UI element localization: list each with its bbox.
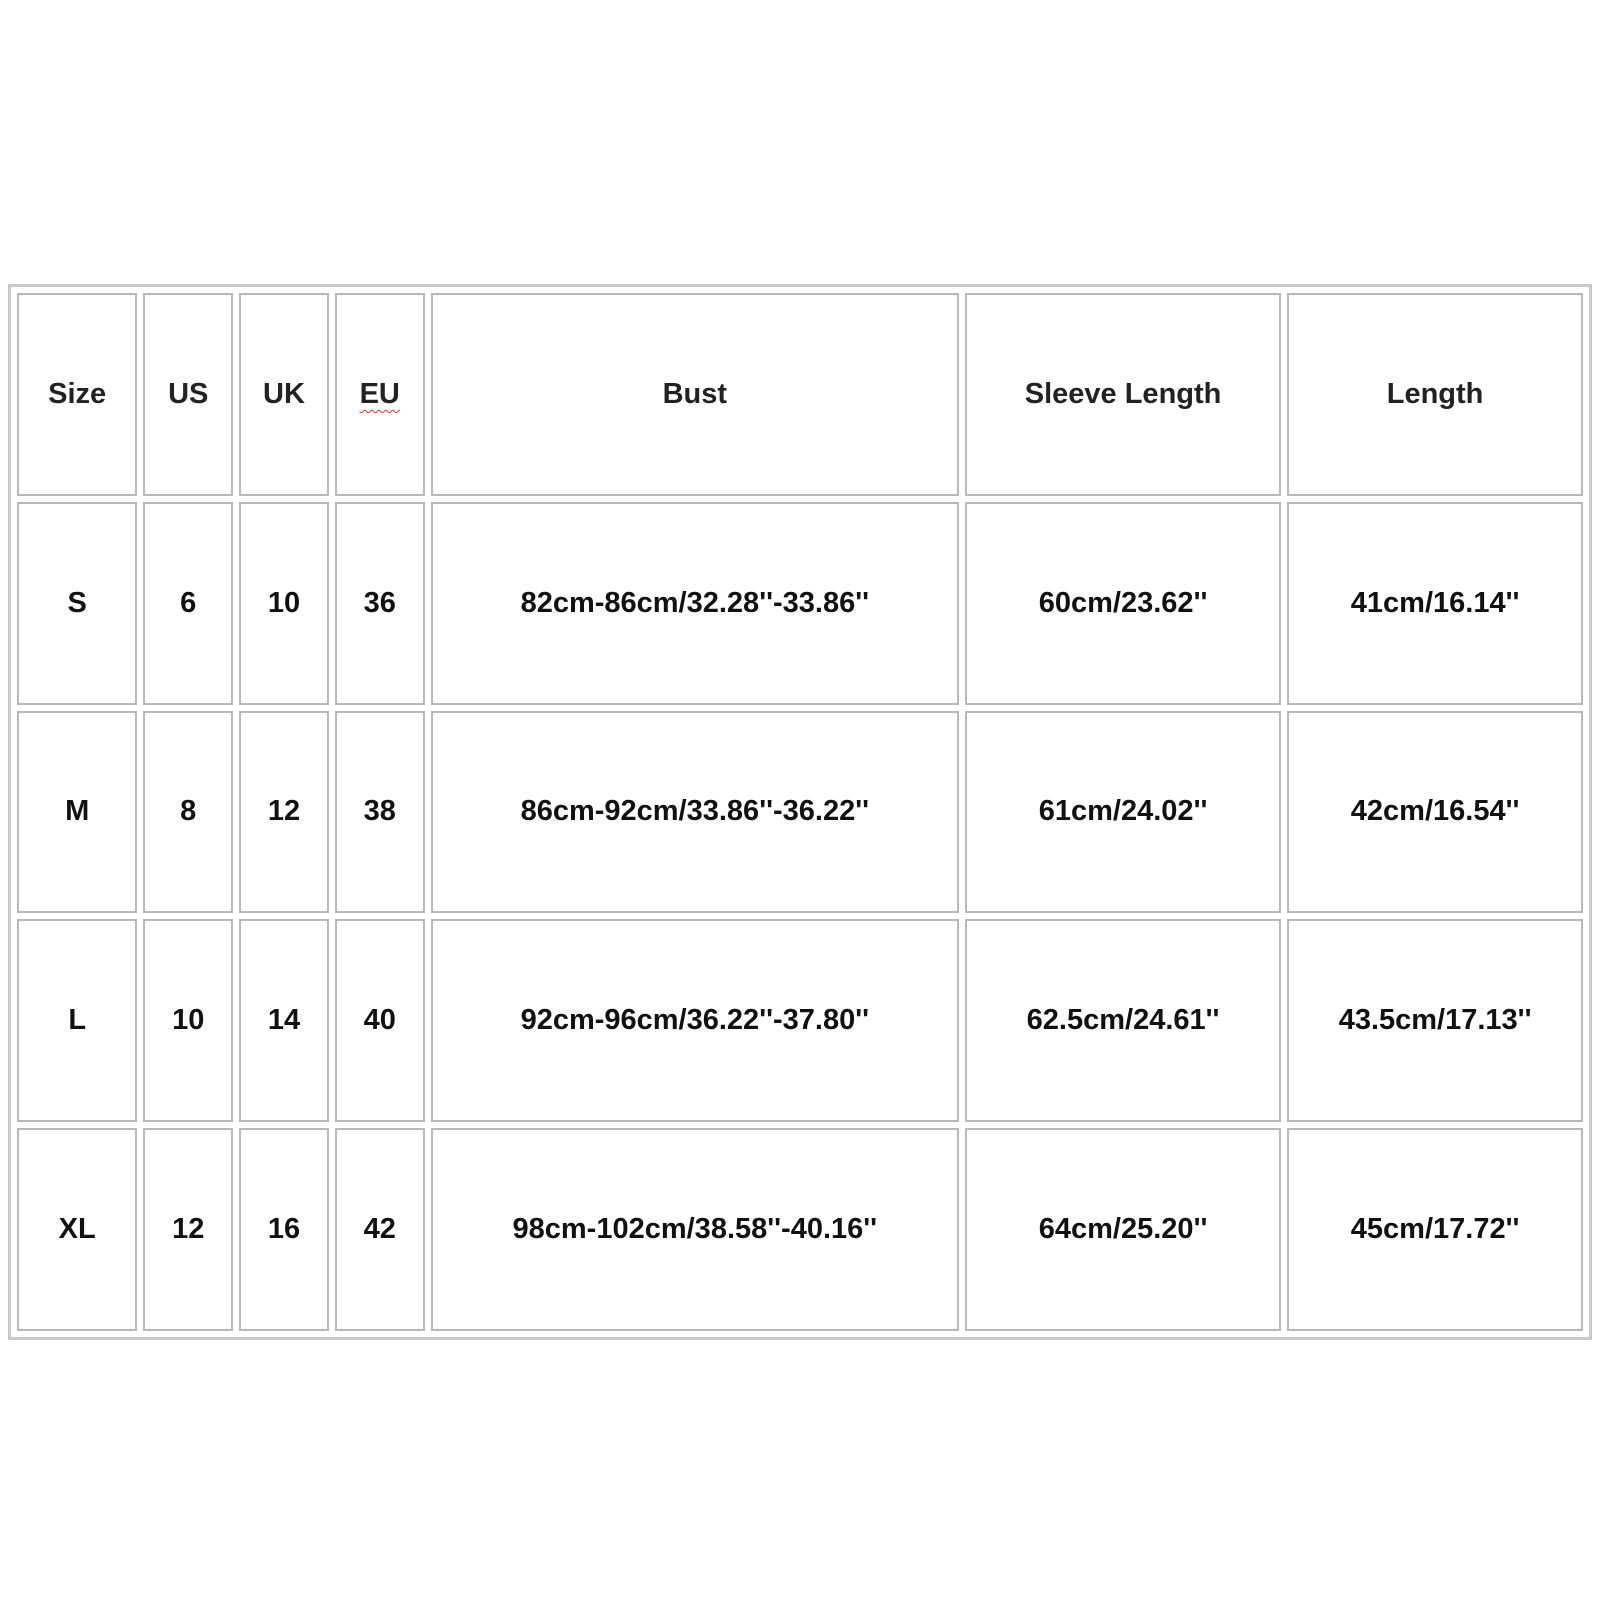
table-cell-uk: 14 (239, 919, 329, 1122)
size-chart-table (8, 284, 1592, 1340)
table-cell-length: 41cm/16.14'' (1287, 502, 1583, 705)
table-cell-us: 6 (143, 502, 233, 705)
header-cell-us: US (143, 293, 233, 496)
header-row (17, 293, 1583, 496)
table-cell-uk: 10 (239, 502, 329, 705)
table-cell-sleeve-length: 64cm/25.20'' (965, 1128, 1281, 1331)
table-cell-size: L (17, 919, 137, 1122)
table-cell-uk: 16 (239, 1128, 329, 1331)
table-cell-us: 10 (143, 919, 233, 1122)
table-row (17, 919, 1583, 1122)
table-cell-size: S (17, 502, 137, 705)
table-row (17, 502, 1583, 705)
table-cell-sleeve-length: 62.5cm/24.61'' (965, 919, 1281, 1122)
header-cell-bust: Bust (431, 293, 959, 496)
header-cell-length: Length (1287, 293, 1583, 496)
table-cell-us: 8 (143, 711, 233, 914)
table-cell-sleeve-length: 60cm/23.62'' (965, 502, 1281, 705)
table-cell-length: 45cm/17.72'' (1287, 1128, 1583, 1331)
table-cell-bust: 98cm-102cm/38.58''-40.16'' (431, 1128, 959, 1331)
table-cell-eu: 38 (335, 711, 425, 914)
table-cell-eu: 42 (335, 1128, 425, 1331)
table-cell-us: 12 (143, 1128, 233, 1331)
table-cell-size: XL (17, 1128, 137, 1331)
table-cell-sleeve-length: 61cm/24.02'' (965, 711, 1281, 914)
table-cell-length: 43.5cm/17.13'' (1287, 919, 1583, 1122)
table-cell-bust: 82cm-86cm/32.28''-33.86'' (431, 502, 959, 705)
table-cell-uk: 12 (239, 711, 329, 914)
table-row (17, 711, 1583, 914)
table-cell-bust: 92cm-96cm/36.22''-37.80'' (431, 919, 959, 1122)
table-cell-length: 42cm/16.54'' (1287, 711, 1583, 914)
table-cell-eu: 40 (335, 919, 425, 1122)
header-cell-sleeve-length: Sleeve Length (965, 293, 1281, 496)
header-cell-uk: UK (239, 293, 329, 496)
table-cell-size: M (17, 711, 137, 914)
table-row (17, 1128, 1583, 1331)
header-eu-label: EU (359, 377, 400, 410)
header-cell-eu (335, 293, 425, 496)
table-cell-bust: 86cm-92cm/33.86''-36.22'' (431, 711, 959, 914)
table-cell-eu: 36 (335, 502, 425, 705)
header-cell-size: Size (17, 293, 137, 496)
